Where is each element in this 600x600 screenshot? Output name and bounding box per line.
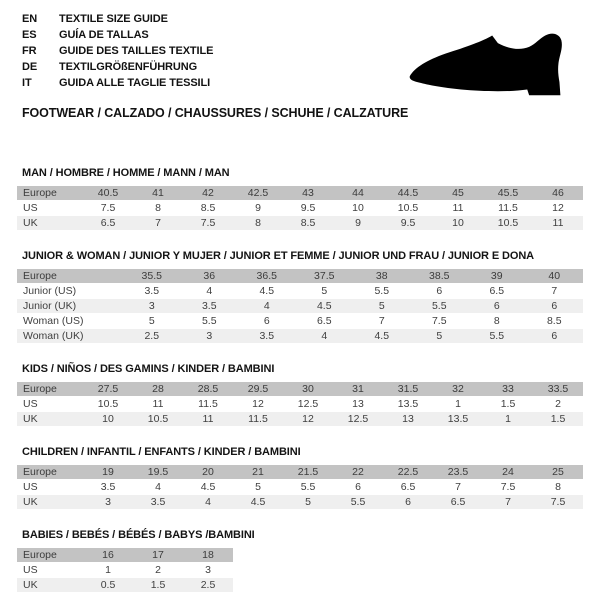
size-cell: 8.5	[183, 201, 233, 215]
size-cell: 5	[411, 329, 469, 343]
row-label: Europe	[17, 269, 123, 283]
size-cell: 35.5	[123, 269, 181, 283]
size-cell: 29.5	[233, 382, 283, 396]
language-code: DE	[22, 61, 38, 73]
size-cell: 1.5	[533, 412, 583, 426]
language-label: GUIDE DES TAILLES TEXTILE	[59, 45, 214, 57]
size-cell: 6	[468, 299, 526, 313]
size-cell: 11	[433, 201, 483, 215]
table-row	[17, 299, 583, 313]
size-cell: 7.5	[483, 480, 533, 494]
size-cell: 24	[483, 465, 533, 479]
table-row	[17, 495, 583, 509]
size-cell: 11	[533, 216, 583, 230]
size-cell: 1.5	[483, 397, 533, 411]
size-cell: 11.5	[183, 397, 233, 411]
language-code: FR	[22, 45, 37, 57]
size-cell: 2.5	[123, 329, 181, 343]
size-cell: 11	[133, 397, 183, 411]
size-cell: 10.5	[83, 397, 133, 411]
size-cell: 12	[533, 201, 583, 215]
size-cell: 9.5	[283, 201, 333, 215]
section-title: CHILDREN / INFANTIL / ENFANTS / KINDER / BAMBINI	[22, 446, 301, 458]
table-row	[17, 382, 583, 396]
size-cell: 21	[233, 465, 283, 479]
size-cell: 22	[333, 465, 383, 479]
size-cell: 31.5	[383, 382, 433, 396]
size-cell: 3.5	[133, 495, 183, 509]
size-cell: 7	[133, 216, 183, 230]
size-cell: 5.5	[353, 284, 411, 298]
row-label: Europe	[17, 548, 83, 562]
row-label: Europe	[17, 186, 83, 200]
size-cell: 6.5	[83, 216, 133, 230]
shoe-icon	[399, 27, 574, 99]
size-cell: 4.5	[296, 299, 354, 313]
row-label: Junior (US)	[17, 284, 123, 298]
size-cell: 38.5	[411, 269, 469, 283]
size-cell: 4	[296, 329, 354, 343]
size-cell: 36.5	[238, 269, 296, 283]
table-row	[17, 329, 583, 343]
section-title: BABIES / BEBÉS / BÉBÉS / BABYS /BAMBINI	[22, 529, 255, 541]
size-cell: 4.5	[233, 495, 283, 509]
size-cell: 44	[333, 186, 383, 200]
size-cell: 6	[333, 480, 383, 494]
language-row	[22, 59, 213, 75]
size-cell: 1	[83, 563, 133, 577]
size-cell: 5	[233, 480, 283, 494]
size-cell: 3	[183, 563, 233, 577]
size-cell: 46	[533, 186, 583, 200]
row-label: Woman (US)	[17, 314, 123, 328]
size-cell: 2	[133, 563, 183, 577]
language-code: ES	[22, 29, 37, 41]
row-label: UK	[17, 578, 83, 592]
table-row	[17, 563, 233, 577]
size-cell: 7.5	[411, 314, 469, 328]
size-cell: 8	[468, 314, 526, 328]
size-section	[17, 167, 583, 231]
size-cell: 17	[133, 548, 183, 562]
size-cell: 4.5	[353, 329, 411, 343]
size-cell: 10.5	[383, 201, 433, 215]
size-cell: 5.5	[411, 299, 469, 313]
size-cell: 19	[83, 465, 133, 479]
size-cell: 22.5	[383, 465, 433, 479]
table-row	[17, 216, 583, 230]
section-title: JUNIOR & WOMAN / JUNIOR Y MUJER / JUNIOR ET FEMME / JUNIOR UND FRAU / JUNIOR E DONA	[22, 250, 535, 262]
row-label: Woman (UK)	[17, 329, 123, 343]
size-cell: 6	[238, 314, 296, 328]
table-row	[17, 397, 583, 411]
size-cell: 41	[133, 186, 183, 200]
size-cell: 9	[233, 201, 283, 215]
size-cell: 10.5	[483, 216, 533, 230]
size-cell: 8.5	[526, 314, 584, 328]
size-cell: 3	[123, 299, 181, 313]
size-cell: 1.5	[133, 578, 183, 592]
row-label: UK	[17, 495, 83, 509]
size-cell: 10	[333, 201, 383, 215]
size-cell: 11.5	[233, 412, 283, 426]
size-cell: 21.5	[283, 465, 333, 479]
language-row	[22, 43, 213, 59]
language-label: TEXTILGRÖßENFÜHRUNG	[59, 61, 198, 73]
size-section	[17, 446, 583, 510]
language-code: EN	[22, 13, 38, 25]
row-label: Junior (UK)	[17, 299, 123, 313]
size-cell: 30	[283, 382, 333, 396]
size-cell: 38	[353, 269, 411, 283]
size-cell: 11	[183, 412, 233, 426]
table-row	[17, 269, 583, 283]
size-cell: 33	[483, 382, 533, 396]
size-cell: 5	[353, 299, 411, 313]
size-cell: 7.5	[83, 201, 133, 215]
size-table	[17, 547, 233, 593]
size-cell: 6	[526, 329, 584, 343]
size-cell: 31	[333, 382, 383, 396]
size-cell: 10.5	[133, 412, 183, 426]
size-cell: 9	[333, 216, 383, 230]
size-cell: 42	[183, 186, 233, 200]
size-cell: 1	[433, 397, 483, 411]
size-cell: 44.5	[383, 186, 433, 200]
size-cell: 3	[83, 495, 133, 509]
size-cell: 7	[433, 480, 483, 494]
size-cell: 12	[233, 397, 283, 411]
size-cell: 20	[183, 465, 233, 479]
size-cell: 4	[183, 495, 233, 509]
size-cell: 7.5	[533, 495, 583, 509]
category-title: FOOTWEAR / CALZADO / CHAUSSURES / SCHUHE / CALZATURE	[22, 106, 409, 120]
size-cell: 39	[468, 269, 526, 283]
size-cell: 3.5	[123, 284, 181, 298]
language-code: IT	[22, 77, 32, 89]
size-cell: 45	[433, 186, 483, 200]
size-cell: 42.5	[233, 186, 283, 200]
size-cell: 12.5	[333, 412, 383, 426]
language-row	[22, 27, 213, 43]
size-cell: 5	[283, 495, 333, 509]
size-cell: 0.5	[83, 578, 133, 592]
size-cell: 7	[526, 284, 584, 298]
size-cell: 12	[283, 412, 333, 426]
size-cell: 13	[383, 412, 433, 426]
size-cell: 40.5	[83, 186, 133, 200]
section-title: KIDS / NIÑOS / DES GAMINS / KINDER / BAMBINI	[22, 363, 275, 375]
size-table	[17, 464, 583, 510]
row-label: US	[17, 397, 83, 411]
row-label: UK	[17, 412, 83, 426]
size-cell: 2.5	[183, 578, 233, 592]
row-label: US	[17, 201, 83, 215]
size-cell: 10	[433, 216, 483, 230]
size-cell: 3.5	[83, 480, 133, 494]
row-label: US	[17, 480, 83, 494]
size-cell: 37.5	[296, 269, 354, 283]
table-row	[17, 465, 583, 479]
size-cell: 6	[526, 299, 584, 313]
size-cell: 5.5	[283, 480, 333, 494]
size-cell: 3	[181, 329, 239, 343]
size-cell: 4.5	[238, 284, 296, 298]
size-cell: 33.5	[533, 382, 583, 396]
size-cell: 45.5	[483, 186, 533, 200]
language-label: GUIDA ALLE TAGLIE TESSILI	[59, 77, 211, 89]
size-cell: 43	[283, 186, 333, 200]
language-row	[22, 75, 213, 91]
table-row	[17, 412, 583, 426]
size-table	[17, 185, 583, 231]
size-section	[17, 363, 583, 427]
language-label: TEXTILE SIZE GUIDE	[59, 13, 168, 25]
table-row	[17, 186, 583, 200]
size-cell: 4.5	[183, 480, 233, 494]
size-cell: 5.5	[468, 329, 526, 343]
size-cell: 19.5	[133, 465, 183, 479]
size-section	[17, 529, 583, 593]
size-cell: 40	[526, 269, 584, 283]
size-cell: 13	[333, 397, 383, 411]
size-cell: 5	[123, 314, 181, 328]
size-cell: 25	[533, 465, 583, 479]
size-cell: 1	[483, 412, 533, 426]
table-row	[17, 201, 583, 215]
size-cell: 6.5	[296, 314, 354, 328]
size-cell: 32	[433, 382, 483, 396]
language-list	[22, 11, 213, 91]
size-cell: 11.5	[483, 201, 533, 215]
size-cell: 18	[183, 548, 233, 562]
size-cell: 6.5	[383, 480, 433, 494]
row-label: US	[17, 563, 83, 577]
size-cell: 28.5	[183, 382, 233, 396]
size-cell: 7	[483, 495, 533, 509]
size-cell: 8	[533, 480, 583, 494]
size-cell: 2	[533, 397, 583, 411]
size-cell: 4	[238, 299, 296, 313]
size-table	[17, 381, 583, 427]
size-cell: 7	[353, 314, 411, 328]
size-cell: 10	[83, 412, 133, 426]
table-row	[17, 548, 233, 562]
size-table	[17, 268, 583, 344]
size-sections	[17, 167, 583, 600]
language-row	[22, 11, 213, 27]
size-cell: 4	[181, 284, 239, 298]
language-label: GUÍA DE TALLAS	[59, 29, 149, 41]
size-cell: 3.5	[181, 299, 239, 313]
size-cell: 27.5	[83, 382, 133, 396]
size-cell: 6	[411, 284, 469, 298]
size-section	[17, 250, 583, 344]
size-cell: 8	[233, 216, 283, 230]
section-title: MAN / HOMBRE / HOMME / MANN / MAN	[22, 167, 230, 179]
size-cell: 5.5	[333, 495, 383, 509]
size-cell: 9.5	[383, 216, 433, 230]
size-cell: 28	[133, 382, 183, 396]
table-row	[17, 578, 233, 592]
size-cell: 5.5	[181, 314, 239, 328]
size-cell: 13.5	[433, 412, 483, 426]
size-cell: 23.5	[433, 465, 483, 479]
size-cell: 36	[181, 269, 239, 283]
row-label: Europe	[17, 465, 83, 479]
table-row	[17, 480, 583, 494]
row-label: Europe	[17, 382, 83, 396]
size-cell: 5	[296, 284, 354, 298]
size-cell: 13.5	[383, 397, 433, 411]
size-cell: 8	[133, 201, 183, 215]
size-cell: 6	[383, 495, 433, 509]
size-cell: 4	[133, 480, 183, 494]
table-row	[17, 284, 583, 298]
size-cell: 6.5	[468, 284, 526, 298]
size-cell: 6.5	[433, 495, 483, 509]
table-row	[17, 314, 583, 328]
size-cell: 7.5	[183, 216, 233, 230]
size-cell: 16	[83, 548, 133, 562]
size-cell: 3.5	[238, 329, 296, 343]
size-cell: 8.5	[283, 216, 333, 230]
row-label: UK	[17, 216, 83, 230]
size-cell: 12.5	[283, 397, 333, 411]
